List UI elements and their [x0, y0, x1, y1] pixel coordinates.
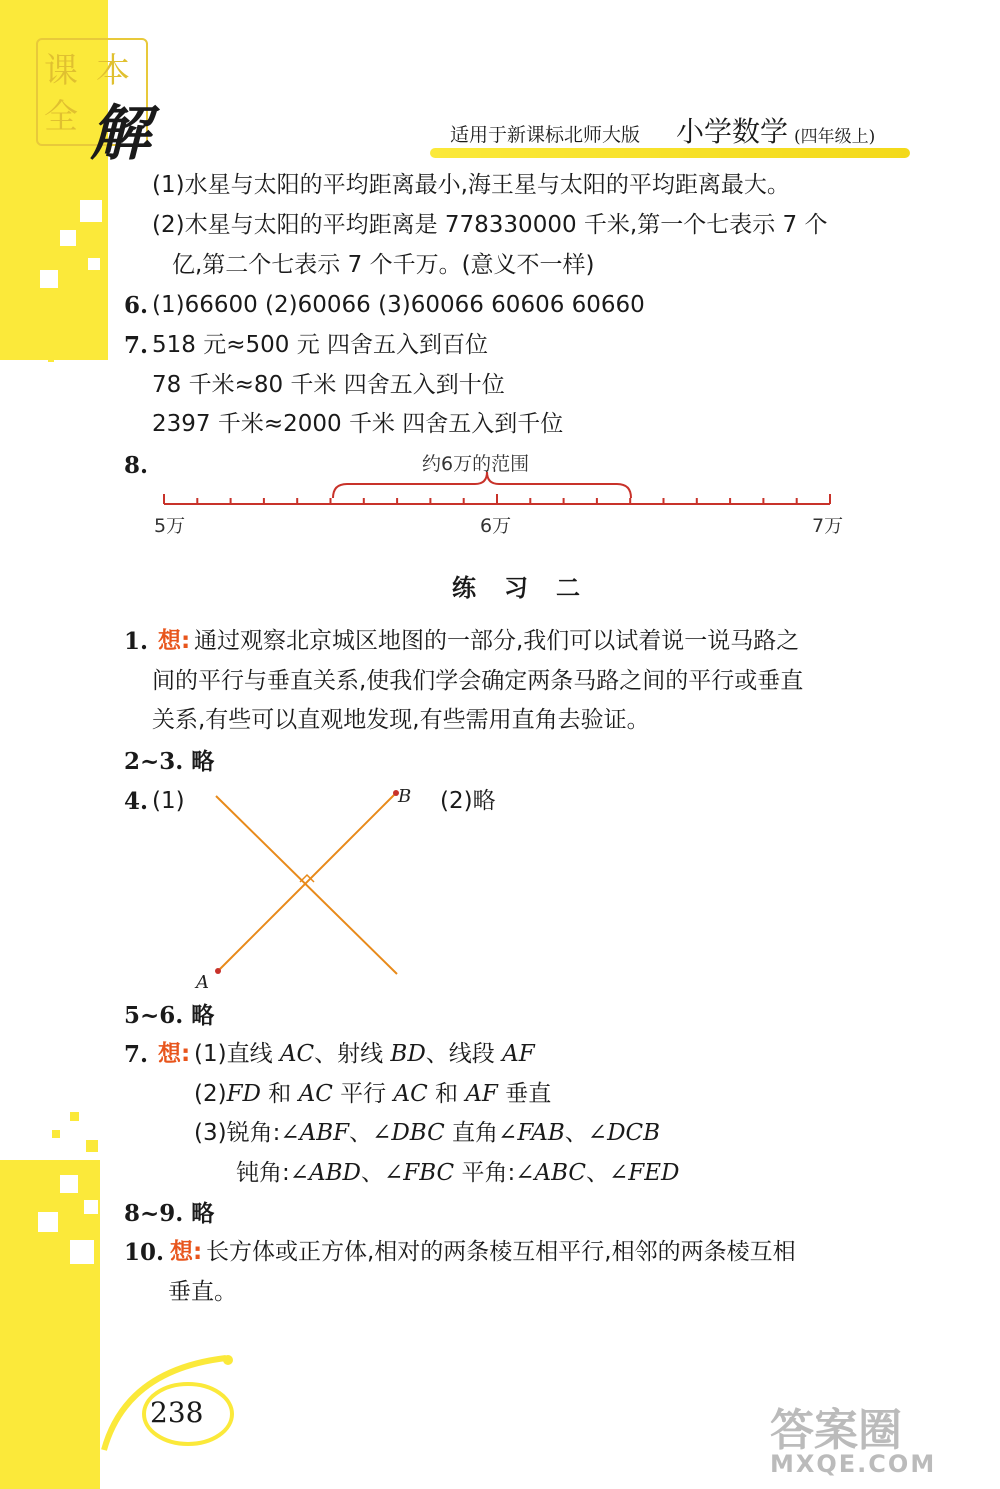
angle-label: ∠FED — [609, 1160, 680, 1186]
book-logo — [36, 38, 150, 169]
number-line-ticks — [164, 494, 830, 504]
watermark-logo-text: 答案圈 — [770, 1405, 902, 1456]
text: 垂直 — [497, 1081, 552, 1107]
text: 平行 — [332, 1081, 394, 1107]
angle-label: ∠DBC — [372, 1120, 445, 1146]
text: 、线段 — [425, 1041, 503, 1067]
text: 、 — [360, 1160, 384, 1186]
ex2-q1-line-c: 关系,有些可以直观地发现,有些需用直角去验证。 — [152, 707, 650, 733]
segment-label: FD — [226, 1081, 261, 1107]
question-7-answer-a: 518 元≈500 元 四舍五入到百位 — [152, 332, 489, 358]
ex2-q10-think-label: 想: — [170, 1239, 203, 1265]
text: 、 — [349, 1120, 373, 1146]
ray-label: BD — [390, 1041, 426, 1067]
angle-label: ∠ABC — [515, 1160, 587, 1186]
logo-char-4: 解 — [90, 99, 150, 169]
logo-char-3: 全 — [44, 97, 78, 137]
number-line-label-5wan: 5万 — [154, 515, 186, 537]
ex2-q7-part2 — [194, 1081, 551, 1109]
angle-label: ∠DCB — [587, 1120, 661, 1146]
text: (2) — [194, 1081, 227, 1107]
logo-char-2: 本 — [96, 51, 130, 91]
angle-label: ∠ABD — [289, 1160, 361, 1186]
angle-label: ∠ABF — [280, 1120, 350, 1146]
point-b-label: B — [398, 786, 412, 807]
ex2-q4-number: 4. — [124, 788, 149, 815]
header-underline — [430, 148, 910, 158]
ex2-q1-number: 1. — [124, 628, 149, 655]
answer-line-2: (2)木星与太阳的平均距离是 778330000 千米,第一个七表示 7 个 — [152, 212, 828, 238]
header-grade: (四年级上) — [794, 127, 876, 147]
question-7-answer-c: 2397 千米≈2000 千米 四舍五入到千位 — [152, 411, 564, 437]
text: 、射线 — [314, 1041, 391, 1067]
ex2-q7-think-label: 想: — [158, 1041, 191, 1067]
ex2-q7-number: 7. — [124, 1041, 149, 1068]
ex2-q4-part1: (1) — [152, 788, 185, 814]
perpendicular-lines-figure — [190, 782, 420, 992]
text: 直角 — [444, 1120, 499, 1146]
point-a-label: A — [196, 972, 209, 992]
number-line-figure — [150, 440, 850, 550]
page-number: 238 — [150, 1396, 204, 1429]
ex2-q10-line-b: 垂直。 — [168, 1279, 237, 1305]
ex2-q10-number: 10. — [124, 1239, 165, 1266]
number-line-range-label: 约6万的范围 — [422, 453, 530, 475]
ex2-q5-6: 5~6. 略 — [124, 1002, 215, 1029]
question-6-answer: (1)66600 (2)60066 (3)60066 60606 60660 — [152, 292, 645, 318]
ex2-q1-line-a: 通过观察北京城区地图的一部分,我们可以试着说一说马路之 — [194, 628, 800, 654]
ex2-q2-3: 2~3. 略 — [124, 748, 215, 775]
question-7-number: 7. — [124, 332, 149, 359]
text: 和 — [261, 1081, 299, 1107]
ex2-q1-line-b: 间的平行与垂直关系,使我们学会确定两条马路之间的平行或垂直 — [152, 668, 804, 694]
line-label: AC — [393, 1081, 428, 1107]
text: 和 — [427, 1081, 466, 1107]
number-line-label-7wan: 7万 — [812, 515, 844, 537]
question-6-number: 6. — [124, 292, 149, 319]
text: (3)锐角: — [194, 1120, 281, 1146]
number-line-label-6wan: 6万 — [480, 515, 512, 537]
ex2-q10-line-a: 长方体或正方体,相对的两条棱互相平行,相邻的两条棱互相 — [206, 1239, 796, 1265]
question-8-number: 8. — [124, 452, 149, 479]
header-subject: 小学数学 — [676, 115, 789, 148]
ex2-q7-part3 — [194, 1120, 660, 1148]
text: 、 — [586, 1160, 610, 1186]
angle-label: ∠FBC — [383, 1160, 455, 1186]
ex2-q8-9: 8~9. 略 — [124, 1200, 215, 1227]
line-ab — [218, 793, 396, 971]
text: 钝角: — [236, 1160, 290, 1186]
line-label: AC — [298, 1081, 333, 1107]
watermark-url: MXQE.COM — [770, 1450, 937, 1478]
segment-label: AF — [465, 1081, 498, 1107]
ex2-q4-part2: (2)略 — [440, 788, 496, 814]
text: 、 — [564, 1120, 588, 1146]
text: 平角: — [454, 1160, 516, 1186]
ex2-q1-think-label: 想: — [158, 628, 191, 654]
section-title: 练习二 — [452, 574, 608, 602]
point-a-dot — [215, 968, 221, 974]
line-label: AC — [279, 1041, 315, 1067]
ex2-q7-part4 — [236, 1160, 680, 1188]
answer-line-1: (1)水星与太阳的平均距离最小,海王星与太阳的平均距离最大。 — [152, 172, 790, 198]
segment-label: AF — [502, 1041, 535, 1067]
angle-label: ∠FAB — [498, 1120, 565, 1146]
answer-line-3: 亿,第二个七表示 7 个千万。(意义不一样) — [172, 252, 595, 278]
header-subtitle: 适用于新课标北师大版 — [450, 124, 641, 146]
range-brace — [333, 472, 631, 498]
text: (1)直线 — [194, 1041, 280, 1067]
question-7-answer-b: 78 千米≈80 千米 四舍五入到十位 — [152, 372, 505, 398]
logo-char-1: 课 — [44, 51, 78, 91]
line-crossing — [216, 796, 397, 974]
ex2-q7-part1 — [194, 1041, 535, 1069]
